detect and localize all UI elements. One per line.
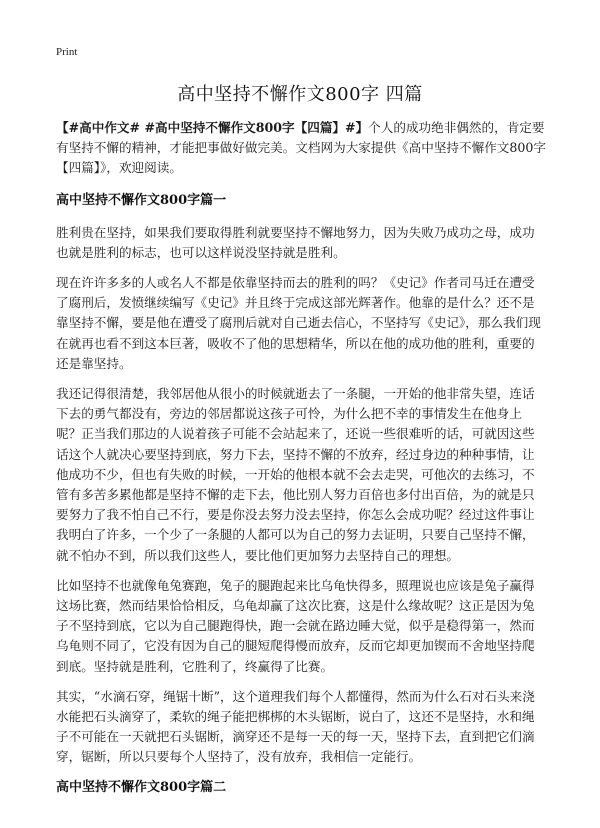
page-title: 高中坚持不懈作文800字 四篇 bbox=[177, 84, 423, 105]
paragraph: 比如坚持不也就像龟兔赛跑，兔子的腿跑起来比乌龟快得多，照理说也应该是兔子赢得这场比赛，然而结果恰恰相反，乌龟却赢了这次比赛，这是什么缘故呢？这正是因为兔子不坚持到底，它以为自己腿跑得快，跑一会就在路边睡大觉，似乎是稳得第一，然而乌龟则不同了，它没有因为自己的腿短爬得慢而放弃，反而它却更加锲而不舍地坚持爬到底。坚持就是胜利，它胜利了，终赢得了比赛。 bbox=[56, 577, 535, 674]
intro-paragraph bbox=[56, 118, 546, 179]
paragraph: 其实，“水滴石穿，绳锯十断”，这个道理我们每个人都懂得，然而为什么石对石头来浇水能把石头滴穿了，柔软的绳子能把梆梆的木头锯断，说白了，这还不是坚持，水和绳子不可能在一天就把石头锯断，滴穿还不是每一天的每一天，坚持下去，直到把它们滴穿，锯断，所以只要每个人坚持了，没有放弃，我相信一定能行。 bbox=[56, 688, 535, 765]
section-heading-1: 高中坚持不懈作文800字篇一 bbox=[56, 192, 227, 208]
print-label: Print bbox=[56, 46, 78, 58]
intro-text: 个人的成功绝非偶然的，肯定要有坚持不懈的精神，才能把事做好做完美。文档网为大家提供《高中坚持不懈作文800字【四篇】》，欢迎阅读。 bbox=[56, 120, 547, 176]
paragraph: 胜利贵在坚持，如果我们要取得胜利就要坚持不懈地努力，因为失败乃成功之母，成功也就是胜利的标志，也可以这样说没坚持就是胜利。 bbox=[56, 224, 535, 260]
article-body bbox=[56, 118, 546, 810]
intro-tags: 【#高中作文# #高中坚持不懈作文800字【四篇】#】 bbox=[56, 120, 369, 135]
paragraph: 我还记得很清楚，我邻居他从很小的时候就逝去了一条腿，一开始的他非常失望，连话下去的勇气都没有，旁边的邻居都说这孩子可怜，为什么把不幸的事情发生在他身上呢？正当我们那边的人说着孩子可能不会站起来了，还说一些很难听的话，可就因这些话这个人就决心要坚持到底，努力下去，坚持不懈的不放弃，经过身边的种种事情，让他成功不少，但也有失败的时候，一开始的他根本就不会去走哭，可他次的去练习，不管有多苦多累他都是坚持不懈的走下去，他比别人努力百倍也多付出百倍，为的就是只要努力了我不怕自己不行，要是你没去努力没去坚持，你怎么会成功呢？经过这件事让我明白了许多，一个少了一条腿的人都可以为自己的努力去证明，只要自己坚持不懈，就不怕办不到，所以我们这些人，要比他们更加努力去坚持自己的理想。 bbox=[56, 386, 535, 563]
section-heading-2: 高中坚持不懈作文800字篇二 bbox=[56, 779, 227, 795]
paragraph: 现在许许多多的人或名人不都是依靠坚持而去的胜利的吗？《史记》作者司马迁在遭受了腐刑后，发愤继续编写《史记》并且终于完成这部光辉著作。他靠的是什么？还不是靠坚持不懈，要是他在遭受了腐刑后就对自己逝去信心，不坚持写《史记》，那么我们现在就再也看不到这本巨著，吸收不了他的思想精华，所以在他的成功他的胜利，重要的还是靠坚持。 bbox=[56, 275, 541, 371]
